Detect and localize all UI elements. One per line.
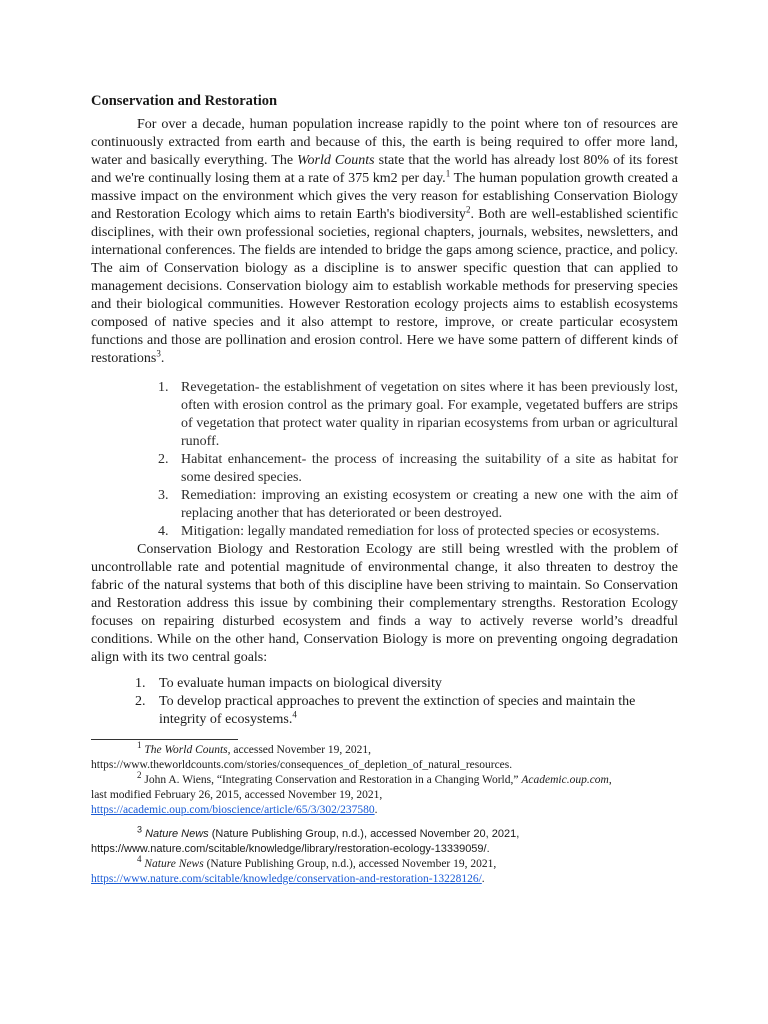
footnote-text: (Nature Publishing Group, n.d.), accessed November 19, 2021, [203,858,497,870]
footnote-text: (Nature Publishing Group, n.d.), accessed November 20, 2021, [208,828,520,840]
footnote-number: 1 [137,740,142,751]
footnote-number: 3 [137,824,143,835]
world-counts-italic: World Counts [297,153,375,168]
list-number: 2. [158,452,169,467]
list-item-text: To evaluate human impacts on biological diversity [159,676,442,691]
para1-text-1: For over a decade, human population increase rapidly to the point where ton of resources are continuously extracted from earth and because of this, the earth is being required to offer more land, water and basically everything. The [91,117,678,168]
list-number: 2. [135,694,146,709]
restoration-types-list [91,379,678,541]
footnote-number: 2 [137,770,142,781]
list-number: 1. [158,380,169,395]
footnote-text: . [481,873,485,885]
footnote-number: 4 [137,854,142,865]
para1-text-3: The human population growth created a massive impact on the environment which gives the very reason for establishing Conservation Biology and Restoration Ecology which aims to retain Earth's biodiversity [91,171,678,222]
footnote-url: https://www.theworldcounts.com/stories/consequences_of_depletion_of_natural_resources. [91,759,513,771]
list-item [158,487,678,523]
footnote-3 [91,824,678,857]
footnote-2 [91,770,678,818]
footnote-link[interactable]: https://academic.oup.com/bioscience/article/65/3/302/237580 [91,804,375,816]
footnote-link[interactable]: https://www.nature.com/scitable/knowledge/conservation-and-restoration-13228126/ [91,873,482,885]
footnote-4 [91,854,678,887]
section-heading: Conservation and Restoration [91,93,278,109]
footnote-text: . [374,804,378,816]
list-item-text: Mitigation: legally mandated remediation for loss of protected species or ecosystems. [181,524,660,539]
list-item-text [159,693,678,729]
list-number: 3. [158,488,169,503]
list-item-text: Habitat enhancement- the process of increasing the suitability of a site as habitat for some desired species. [181,452,678,485]
list-item-text-body: To develop practical approaches to prevent the extinction of species and maintain the integrity of ecosystems. [159,694,636,727]
footnote-italic: Nature News [144,858,204,870]
footnote-ref-1[interactable]: 1 [445,168,451,179]
footnote-ref-2[interactable]: 2 [465,204,471,215]
footnote-separator [91,739,238,740]
footnote-url: https://www.nature.com/scitable/knowledge/library/restoration-ecology-13339059/. [91,843,490,855]
paragraph-intro [91,116,678,368]
list-item [158,379,678,451]
list-number: 4. [158,524,169,539]
list-item-text: Remediation: improving an existing ecosystem or creating a new one with the aim of replacing another that has deteriorated or been destroyed. [181,488,678,521]
para1-text-2: state that the world has already lost 80% of its forest and we're continually losing them at a rate of 375 km2 per day. [91,153,678,186]
list-item [158,451,678,487]
conservation-goals-list [91,675,678,729]
footnote-ref-4[interactable]: 4 [292,709,297,720]
paragraph-challenges: Conservation Biology and Restoration Ecology are still being wrestled with the problem of uncontrollable rate and potential magnitude of environmental change, it also threaten to destroy the fabric of the natural systems that both of this discipline have been striving to maintain. So Conservation and Restoration address this issue by combining their complementary strengths. Restoration Ecology focuses on repairing disturbed ecosystem and finds a way to actively reverse world’s dreadful conditions. While on the other hand, Conservation Biology is more on preventing ongoing degradation align with its two central goals: [91,542,678,665]
footnote-ref-3[interactable]: 3 [156,348,161,359]
list-item-text: Revegetation- the establishment of vegetation on sites where it has been previously lost, often with erosion control as the primary goal. For example, vegetated buffers are strips of vegetation that protect water quality in riparian ecosystems from urban or agricultural runoff. [181,380,678,449]
footnote-text: , [608,774,612,786]
footnote-1 [91,740,678,773]
footnote-text: John A. Wiens, “Integrating Conservation and Restoration in a Changing World,” [141,774,522,786]
footnote-italic: Nature News [145,828,209,840]
footnote-italic: Academic.oup.com [521,774,609,786]
para1-text-5: . [160,351,165,366]
list-item [135,693,678,729]
footnote-italic: The World Counts [144,744,228,756]
footnote-text: last modified February 26, 2015, accessed November 19, 2021, [91,789,383,801]
list-item [135,675,678,693]
para1-text-4: . Both are well-established scientific disciplines, with their own professional societies, regional chapters, journals, websites, newsletters, and international conferences. The fields are intended to bridge the gaps among science, practice, and policy. The aim of Conservation biology as a discipline is to answer specific question that can applied to management decisions. Conservation biology aim to establish workable methods for preserving species and their biological communities. However Restoration ecology projects aims to establish ecosystems composed of native species and it also attempt to restore, improve, or create particular ecosystem functions and those are pollination and erosion control. Here we have some pattern of different kinds of restorations [91,207,679,366]
footnote-text: , accessed November 19, 2021, [227,744,372,756]
list-number: 1. [135,676,146,691]
list-item [158,523,678,541]
